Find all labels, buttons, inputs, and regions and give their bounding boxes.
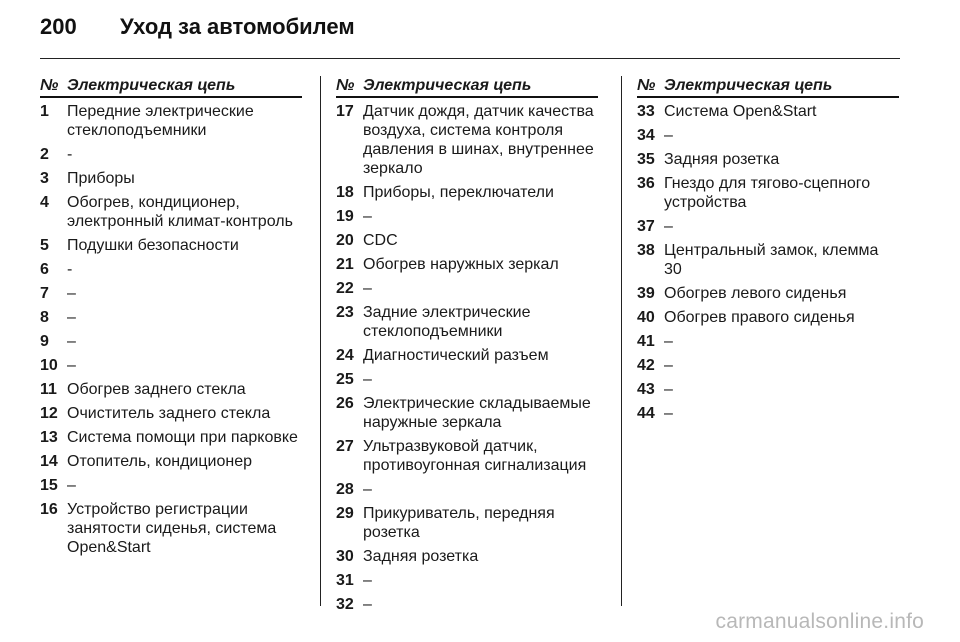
circuit-description: Задняя розетка [664,151,780,168]
fuse-number: 4 [40,194,49,211]
fuse-row [637,356,899,375]
fuse-row [40,404,302,423]
circuit-description: Подушки безопасности [67,237,239,254]
fuse-number: 40 [637,309,655,326]
circuit-description: - [67,146,73,163]
fuse-list [40,102,302,557]
column-divider [621,76,622,606]
fuse-row [40,332,302,351]
fuse-number: 41 [637,333,655,350]
fuse-number: 33 [637,103,655,120]
fuse-row [336,183,598,202]
column-header-number: № [336,77,355,94]
circuit-description: – [664,218,673,235]
circuit-description: – [664,127,673,144]
fuse-row [336,370,598,389]
circuit-description: Электрические складываемые наружные зеркала [363,395,591,431]
fuse-row [637,150,899,169]
circuit-description: Диагностический разъем [363,347,549,364]
fuse-number: 31 [336,572,354,589]
page-number: 200 [40,14,77,39]
fuse-number: 43 [637,381,655,398]
fuse-row [336,571,598,590]
circuit-description: Обогрев правого сиденья [664,309,855,326]
circuit-description: Гнездо для тягово-сцепного устройства [664,175,871,211]
circuit-description: Задняя розетка [363,548,479,565]
fuse-row [637,241,899,279]
fuse-number: 17 [336,103,354,120]
fuse-number: 20 [336,232,354,249]
circuit-description: Центральный замок, клемма 30 [664,242,879,278]
fuse-row [336,346,598,365]
circuit-description: Обогрев заднего стекла [67,381,246,398]
page-title: Уход за автомобилем [120,14,355,39]
fuse-number: 10 [40,357,58,374]
fuse-row [40,428,302,447]
fuse-number: 36 [637,175,655,192]
fuse-table-column-2 [336,76,598,614]
fuse-number: 2 [40,146,49,163]
column-divider [320,76,321,606]
column-header-title: Электрическая цепь [67,77,236,94]
fuse-row [40,145,302,164]
fuse-row [637,404,899,423]
column-header [637,76,899,98]
fuse-row [40,500,302,557]
circuit-description: – [664,357,673,374]
column-header [336,76,598,98]
circuit-description: Обогрев, кондиционер, электронный климат-контроль [67,194,293,230]
circuit-description: Задние электрические стеклоподъемники [363,304,531,340]
circuit-description: Прикуриватель, передняя розетка [363,505,555,541]
circuit-description: – [664,381,673,398]
circuit-description: Обогрев наружных зеркал [363,256,559,273]
circuit-description: Передние электрические стеклоподъемники [67,103,254,139]
fuse-number: 13 [40,429,58,446]
fuse-row [637,308,899,327]
fuse-row [336,547,598,566]
fuse-row [40,169,302,188]
fuse-number: 39 [637,285,655,302]
fuse-number: 14 [40,453,58,470]
fuse-row [637,126,899,145]
fuse-number: 44 [637,405,655,422]
fuse-row [40,102,302,140]
fuse-number: 7 [40,285,49,302]
column-header-title: Электрическая цепь [363,77,532,94]
fuse-row [637,284,899,303]
fuse-row [40,284,302,303]
fuse-number: 8 [40,309,49,326]
header-rule [40,58,900,59]
fuse-list [637,102,899,423]
fuse-row [336,480,598,499]
column-header-number: № [40,77,59,94]
circuit-description: – [363,572,372,589]
circuit-description: – [363,371,372,388]
fuse-number: 16 [40,501,58,518]
fuse-row [336,394,598,432]
column-header-title: Электрическая цепь [664,77,833,94]
fuse-number: 30 [336,548,354,565]
fuse-table-column-1 [40,76,302,557]
circuit-description: – [664,333,673,350]
circuit-description: – [664,405,673,422]
circuit-description: – [67,309,76,326]
fuse-row [336,279,598,298]
fuse-table-column-3 [637,76,899,423]
circuit-description: – [67,477,76,494]
fuse-row [40,193,302,231]
fuse-number: 25 [336,371,354,388]
fuse-list [336,102,598,614]
fuse-number: 22 [336,280,354,297]
fuse-row [336,595,598,614]
fuse-number: 21 [336,256,354,273]
fuse-row [40,476,302,495]
fuse-row [336,231,598,250]
circuit-description: Приборы, переключатели [363,184,554,201]
fuse-row [637,174,899,212]
fuse-row [336,504,598,542]
circuit-description: – [67,285,76,302]
circuit-description: – [363,481,372,498]
fuse-number: 32 [336,596,354,613]
column-header-number: № [637,77,656,94]
fuse-number: 28 [336,481,354,498]
circuit-description: Ультразвуковой датчик, противоугонная сигнализация [363,438,587,474]
fuse-row [40,380,302,399]
fuse-number: 24 [336,347,354,364]
fuse-number: 5 [40,237,49,254]
fuse-number: 18 [336,184,354,201]
fuse-number: 6 [40,261,49,278]
fuse-row [40,308,302,327]
fuse-row [336,102,598,178]
fuse-number: 35 [637,151,655,168]
circuit-description: Датчик дождя, датчик качества воздуха, система контроля давления в шинах, внутреннее зеркало [363,103,594,177]
fuse-number: 34 [637,127,655,144]
fuse-number: 42 [637,357,655,374]
fuse-number: 27 [336,438,354,455]
fuse-number: 29 [336,505,354,522]
fuse-number: 11 [40,381,57,398]
circuit-description: – [363,208,372,225]
fuse-row [40,356,302,375]
circuit-description: – [363,280,372,297]
fuse-row [40,260,302,279]
fuse-number: 23 [336,304,354,321]
circuit-description: Система помощи при парковке [67,429,298,446]
circuit-description: - [67,261,73,278]
fuse-row [40,452,302,471]
circuit-description: Отопитель, кондиционер [67,453,252,470]
fuse-row [637,102,899,121]
circuit-description: Очиститель заднего стекла [67,405,271,422]
fuse-row [637,217,899,236]
fuse-number: 3 [40,170,49,187]
fuse-row [40,236,302,255]
fuse-number: 37 [637,218,655,235]
circuit-description: – [67,357,76,374]
circuit-description: Система Open&Start [664,103,817,120]
watermark: carmanualsonline.info [715,610,924,633]
circuit-description: Устройство регистрации занятости сиденья, система Open&Start [67,501,277,556]
circuit-description: – [67,333,76,350]
fuse-row [336,303,598,341]
fuse-number: 19 [336,208,354,225]
fuse-number: 38 [637,242,655,259]
fuse-number: 26 [336,395,354,412]
fuse-number: 12 [40,405,58,422]
fuse-row [637,332,899,351]
circuit-description: Приборы [67,170,135,187]
circuit-description: – [363,596,372,613]
page-header [40,14,355,40]
fuse-row [336,207,598,226]
fuse-row [336,437,598,475]
circuit-description: Обогрев левого сиденья [664,285,847,302]
circuit-description: CDC [363,232,398,249]
fuse-row [336,255,598,274]
fuse-number: 1 [40,103,49,120]
fuse-number: 9 [40,333,49,350]
column-header [40,76,302,98]
fuse-row [637,380,899,399]
fuse-number: 15 [40,477,58,494]
